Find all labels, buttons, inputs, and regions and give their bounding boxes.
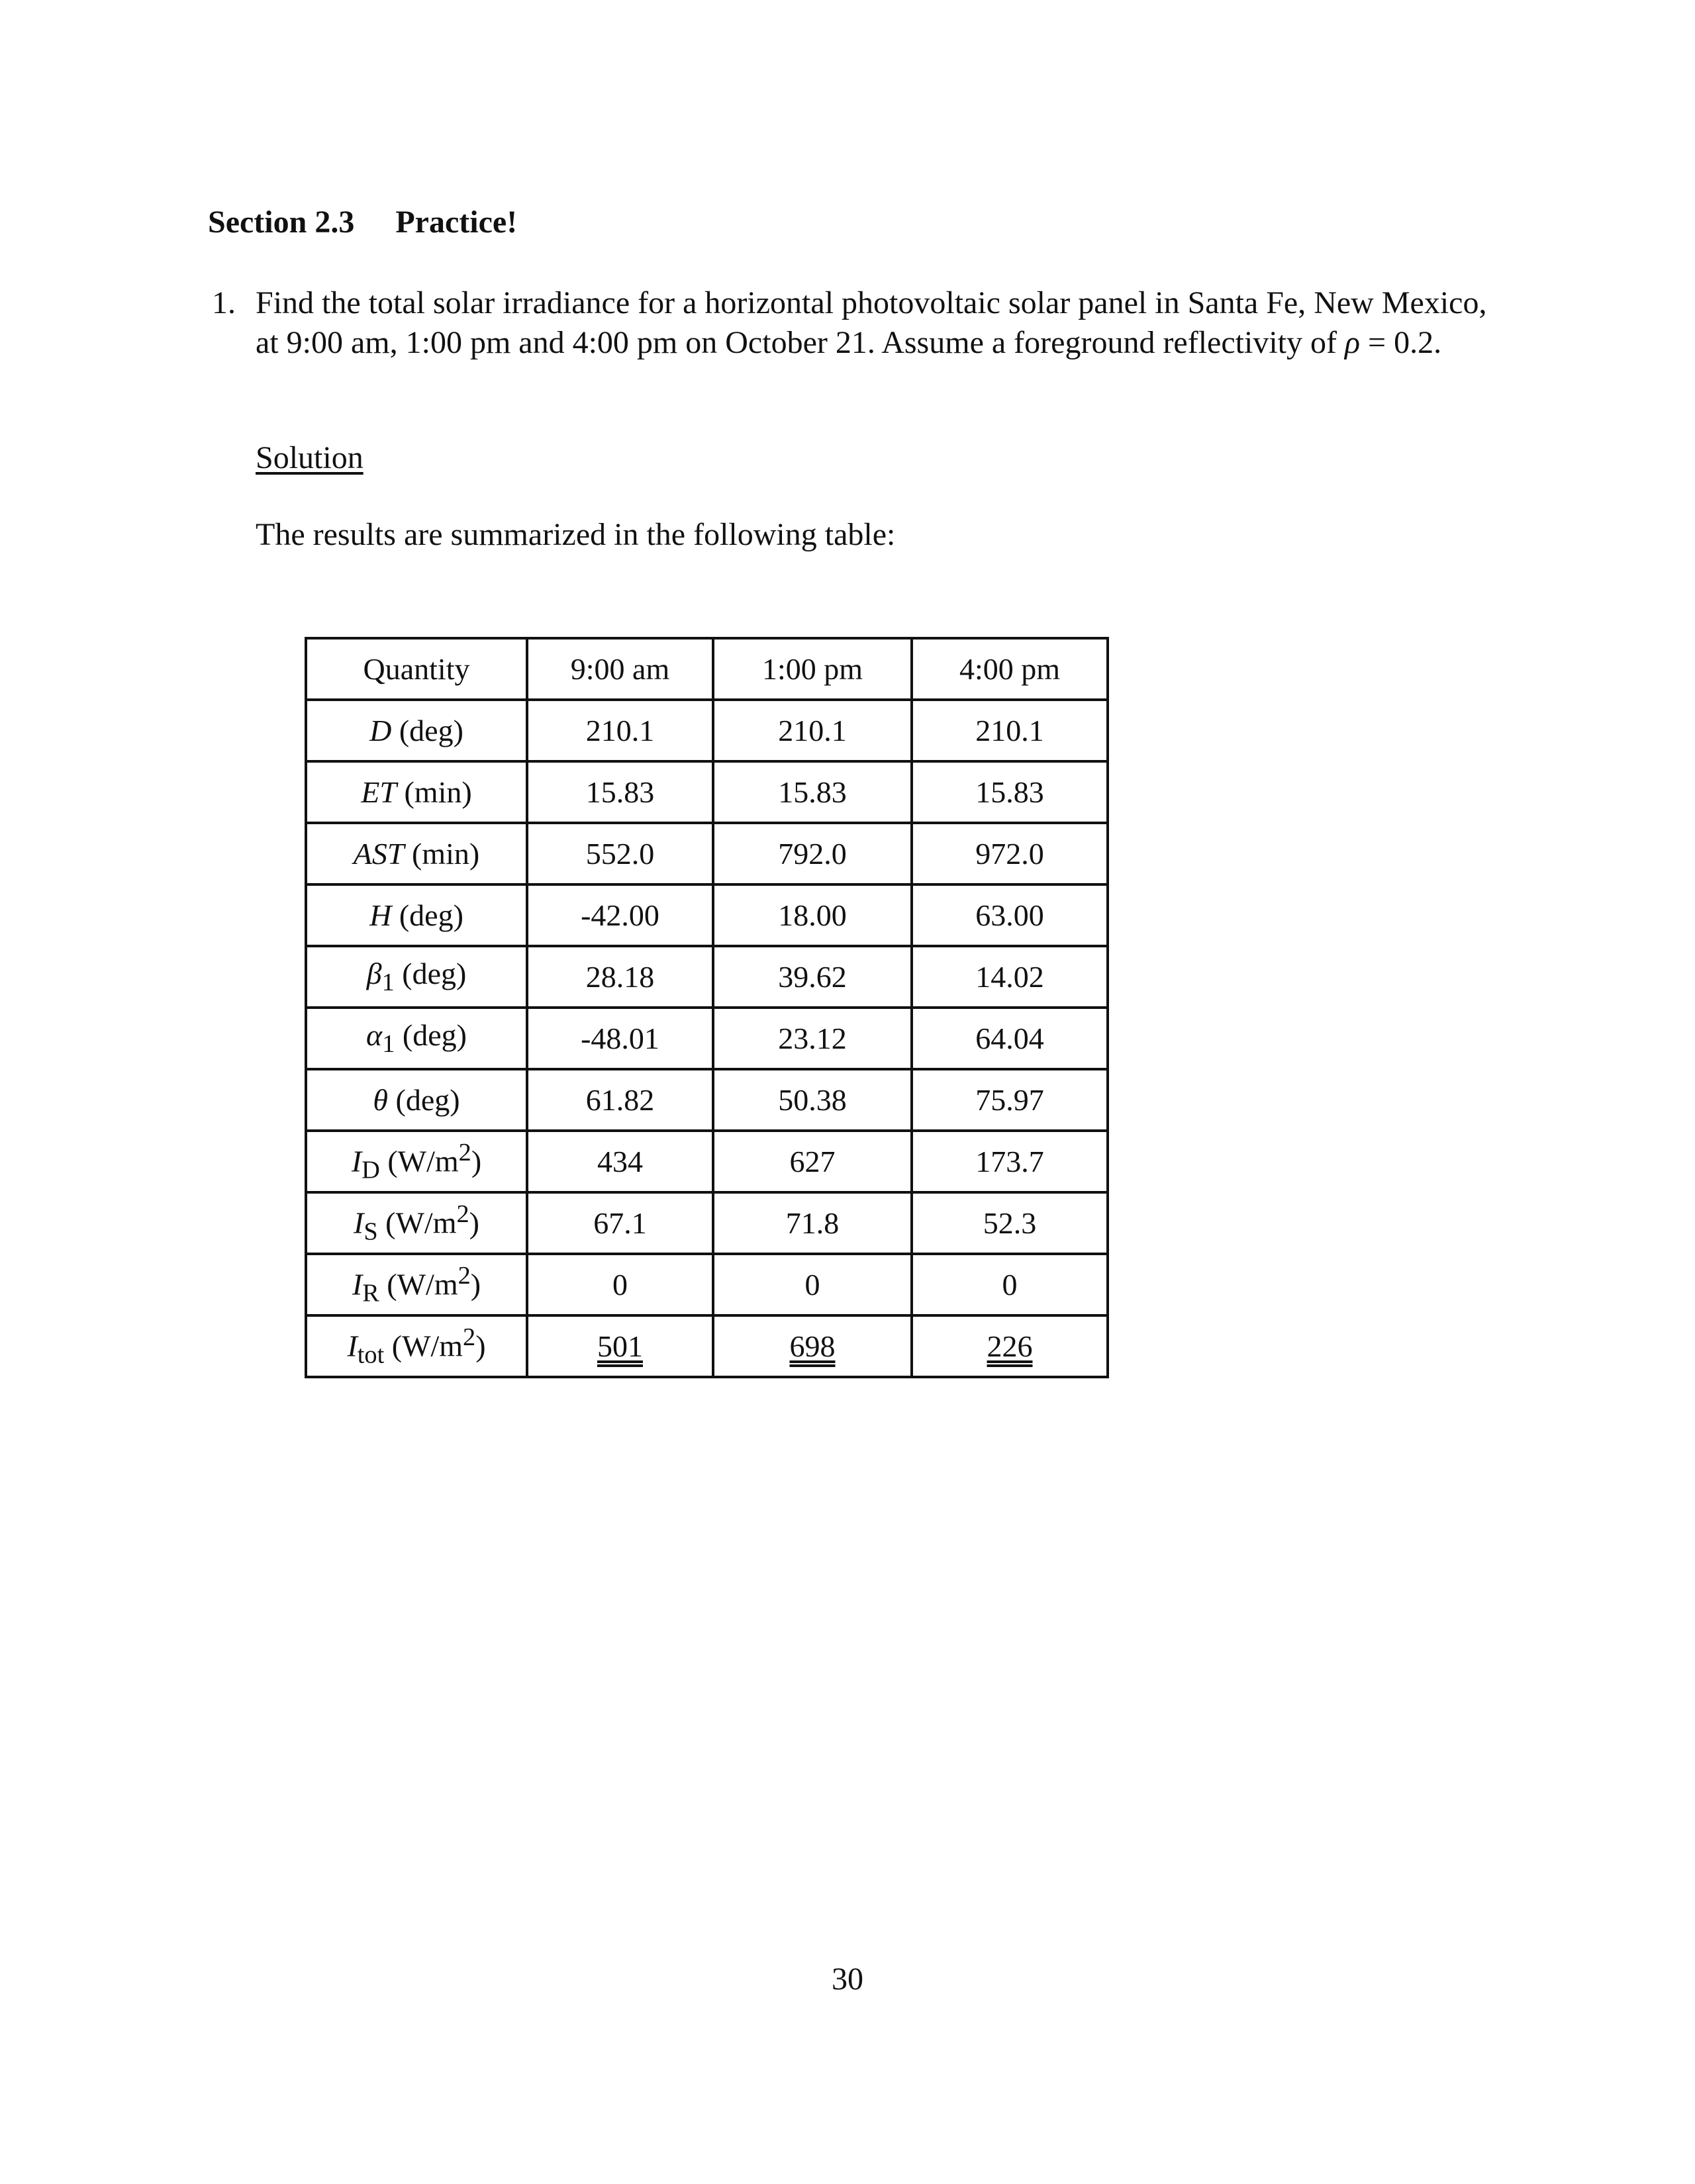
value-cell xyxy=(912,1315,1108,1377)
value-cell xyxy=(527,1069,713,1131)
table-row xyxy=(306,1315,1108,1377)
value-cell xyxy=(713,1192,912,1254)
quantity-unit-close: ) xyxy=(475,1329,486,1363)
problem-text-main: Find the total solar irradiance for a horizontal photovoltaic solar panel in Santa Fe, New Mexico, at 9:00 am, 1:00 pm and 4:00 pm on October 21. Assume a foreground reflectivity of xyxy=(256,285,1487,360)
value-cell xyxy=(527,823,713,884)
quantity-symbol: α xyxy=(366,1018,383,1053)
quantity-cell xyxy=(306,1008,527,1069)
value-text: 972.0 xyxy=(975,837,1044,871)
quantity-unit-close: ) xyxy=(471,1144,482,1178)
value-cell xyxy=(912,1254,1108,1315)
quantity-unit: (W/m xyxy=(385,1206,457,1240)
quantity-unit-close: ) xyxy=(469,1206,479,1240)
quantity-cell xyxy=(306,761,527,823)
problem-number: 1. xyxy=(212,285,236,320)
value-cell xyxy=(912,1069,1108,1131)
value-cell xyxy=(912,946,1108,1008)
table-row xyxy=(306,1254,1108,1315)
table-row xyxy=(306,946,1108,1008)
quantity-cell xyxy=(306,1131,527,1192)
value-text: 64.04 xyxy=(975,1021,1044,1055)
value-cell xyxy=(713,946,912,1008)
quantity-cell xyxy=(306,823,527,884)
solution-label: Solution xyxy=(256,440,363,475)
value-text: 28.18 xyxy=(585,960,655,994)
value-cell xyxy=(527,884,713,946)
value-cell xyxy=(912,1008,1108,1069)
quantity-unit: (W/m xyxy=(391,1329,463,1363)
value-cell xyxy=(912,700,1108,761)
page-number: 30 xyxy=(832,1962,863,1997)
quantity-cell xyxy=(306,884,527,946)
value-text: 434 xyxy=(597,1145,643,1178)
quantity-unit: (W/m xyxy=(387,1144,459,1178)
value-text: 61.82 xyxy=(585,1083,655,1117)
value-cell xyxy=(527,1131,713,1192)
rho-symbol: ρ xyxy=(1344,325,1361,360)
value-text: 23.12 xyxy=(778,1021,847,1055)
quantity-subscript: 1 xyxy=(382,1030,395,1059)
table-header-cell: 9:00 am xyxy=(527,638,713,700)
rho-value: = 0.2. xyxy=(1368,325,1442,360)
quantity-unit: (deg) xyxy=(395,1083,460,1117)
section-title: Practice! xyxy=(395,205,518,240)
total-value: 226 xyxy=(987,1329,1033,1363)
quantity-cell xyxy=(306,1192,527,1254)
value-cell xyxy=(713,700,912,761)
value-cell xyxy=(912,1192,1108,1254)
quantity-subscript: R xyxy=(362,1279,379,1307)
value-text: 18.00 xyxy=(778,898,847,932)
intro-text: The results are summarized in the following table: xyxy=(256,517,896,552)
section-heading xyxy=(208,204,517,240)
quantity-unit: (deg) xyxy=(402,957,467,991)
quantity-unit: (min) xyxy=(404,775,472,809)
value-text: 39.62 xyxy=(778,960,847,994)
value-text: 792.0 xyxy=(778,837,847,871)
value-text: -48.01 xyxy=(581,1021,659,1055)
quantity-symbol: ET xyxy=(361,775,397,809)
value-text: 67.1 xyxy=(593,1206,647,1240)
quantity-unit: (W/m xyxy=(387,1267,458,1302)
value-text: 173.7 xyxy=(975,1145,1044,1178)
value-cell xyxy=(912,823,1108,884)
table-row xyxy=(306,1131,1108,1192)
value-text: 71.8 xyxy=(785,1206,840,1240)
value-text: 63.00 xyxy=(975,898,1044,932)
value-text: 52.3 xyxy=(983,1206,1037,1240)
table-row xyxy=(306,700,1108,761)
problem-text xyxy=(256,283,1496,363)
value-cell xyxy=(527,761,713,823)
value-cell xyxy=(527,1192,713,1254)
table-row xyxy=(306,1069,1108,1131)
table-row xyxy=(306,884,1108,946)
value-text: 627 xyxy=(789,1145,836,1178)
value-cell xyxy=(713,823,912,884)
results-table xyxy=(305,637,1109,1378)
quantity-symbol: I xyxy=(354,1206,364,1240)
table-row xyxy=(306,823,1108,884)
quantity-subscript: 1 xyxy=(381,969,395,997)
quantity-unit: (deg) xyxy=(399,898,463,932)
quantity-cell xyxy=(306,1315,527,1377)
value-cell xyxy=(713,1131,912,1192)
value-text: 14.02 xyxy=(975,960,1044,994)
quantity-symbol: H xyxy=(369,898,392,932)
value-text: 210.1 xyxy=(778,714,847,747)
table-header-cell: Quantity xyxy=(306,638,527,700)
value-cell xyxy=(713,884,912,946)
value-cell xyxy=(713,761,912,823)
quantity-unit: (min) xyxy=(411,837,480,871)
value-cell xyxy=(713,1069,912,1131)
quantity-symbol: AST xyxy=(353,837,405,871)
value-text: 0 xyxy=(612,1268,628,1302)
quantity-unit-close: ) xyxy=(470,1267,481,1302)
value-cell xyxy=(527,1008,713,1069)
quantity-cell xyxy=(306,700,527,761)
table-header-row xyxy=(306,638,1108,700)
value-cell xyxy=(527,1254,713,1315)
value-cell xyxy=(713,1008,912,1069)
value-cell xyxy=(713,1254,912,1315)
quantity-symbol: I xyxy=(347,1329,358,1363)
value-text: 15.83 xyxy=(975,775,1044,809)
table-header-cell: 1:00 pm xyxy=(713,638,912,700)
value-cell xyxy=(912,1131,1108,1192)
quantity-symbol: D xyxy=(369,714,392,747)
quantity-subscript: S xyxy=(363,1217,378,1246)
quantity-symbol: I xyxy=(351,1144,362,1178)
value-cell xyxy=(527,946,713,1008)
table-row xyxy=(306,1008,1108,1069)
quantity-subscript: D xyxy=(362,1156,380,1184)
table-header-cell: 4:00 pm xyxy=(912,638,1108,700)
quantity-unit: (deg) xyxy=(402,1018,467,1053)
value-text: 210.1 xyxy=(585,714,655,747)
section-number: Section 2.3 xyxy=(208,205,355,240)
problem-statement xyxy=(212,283,1496,363)
unit-superscript: 2 xyxy=(463,1323,476,1352)
value-text: 0 xyxy=(804,1268,820,1302)
total-value: 501 xyxy=(597,1329,643,1363)
value-cell xyxy=(912,761,1108,823)
quantity-symbol: I xyxy=(352,1267,363,1302)
value-text: 552.0 xyxy=(585,837,655,871)
value-cell xyxy=(527,1315,713,1377)
quantity-cell xyxy=(306,1069,527,1131)
unit-superscript: 2 xyxy=(458,1262,471,1290)
quantity-cell xyxy=(306,1254,527,1315)
quantity-symbol: β xyxy=(366,957,382,991)
value-cell xyxy=(527,700,713,761)
value-text: 0 xyxy=(1002,1268,1018,1302)
value-cell xyxy=(713,1315,912,1377)
value-text: 15.83 xyxy=(585,775,655,809)
unit-superscript: 2 xyxy=(456,1200,469,1229)
total-value: 698 xyxy=(789,1329,836,1363)
value-text: 210.1 xyxy=(975,714,1044,747)
unit-superscript: 2 xyxy=(458,1139,471,1167)
quantity-cell xyxy=(306,946,527,1008)
value-cell xyxy=(912,884,1108,946)
quantity-subscript: tot xyxy=(357,1341,385,1369)
value-text: -42.00 xyxy=(581,898,659,932)
table-row xyxy=(306,761,1108,823)
table-row xyxy=(306,1192,1108,1254)
results-table-body xyxy=(306,638,1108,1377)
quantity-unit: (deg) xyxy=(399,714,463,747)
value-text: 15.83 xyxy=(778,775,847,809)
value-text: 50.38 xyxy=(778,1083,847,1117)
quantity-symbol: θ xyxy=(373,1083,389,1117)
value-text: 75.97 xyxy=(975,1083,1044,1117)
